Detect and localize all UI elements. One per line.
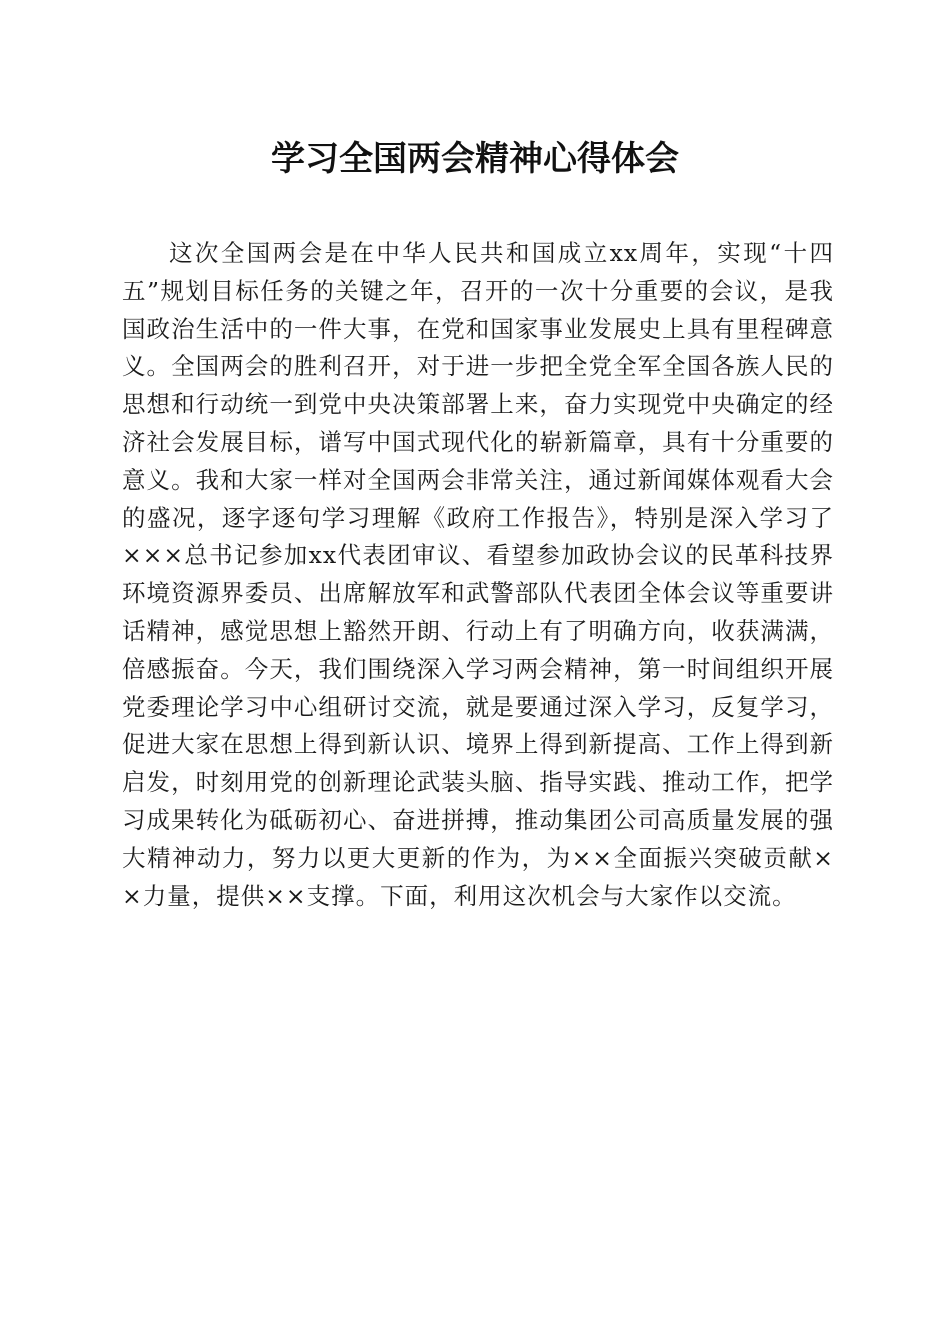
body-paragraph: 这次全国两会是在中华人民共和国成立xx周年，实现“十四五”规划目标任务的关键之年，召开的一次十分重要的会议，是我国政治生活中的一件大事，在党和国家事业发展史上具有里程碑意义。全国两会的胜利召开，对于进一步把全党全军全国各族人民的思想和行动统一到党中央决策部署上来，奋力实现党中央确定的经济社会发展目标，谱写中国式现代化的崭新篇章，具有十分重要的意义。我和大家一样对全国两会非常关注，通过新闻媒体观看大会的盛况，逐字逐句学习理解《政府工作报告》，特别是深入学习了×××总书记参加xx代表团审议、看望参加政协会议的民革科技界环境资源界委员、出席解放军和武警部队代表团全体会议等重要讲话精神，感觉思想上豁然开朗、行动上有了明确方向，收获满满，倍感振奋。今天，我们围绕深入学习两会精神，第一时间组织开展党委理论学习中心组研讨交流，就是要通过深入学习，反复学习，促进大家在思想上得到新认识、境界上得到新提高、工作上得到新启发，时刻用党的创新理论武装头脑、指导实践、推动工作，把学习成果转化为砥砺初心、奋进拼搏，推动集团公司高质量发展的强大精神动力，努力以更大更新的作为，为××全面振兴突破贡献××力量，提供××支撑。下面，利用这次机会与大家作以交流。	[122, 239, 834, 910]
document-title: 学习全国两会精神心得体会	[271, 139, 679, 179]
